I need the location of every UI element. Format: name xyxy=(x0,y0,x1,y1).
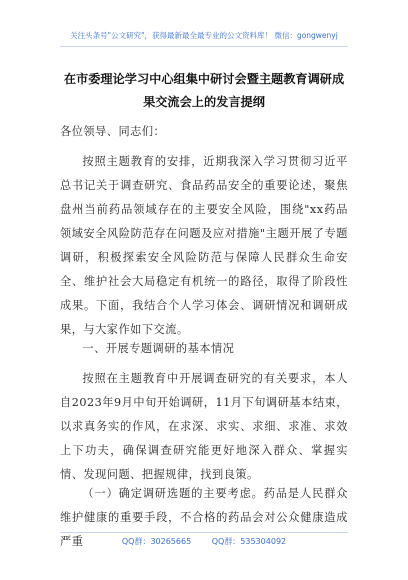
footer-divider xyxy=(60,532,348,533)
footer xyxy=(0,536,408,547)
paragraph-topic-selection: （一）确定调研选题的主要考虑。药品是人民群众维护健康的重要手段，不合格的药品会对公众健康造成严重 xyxy=(60,487,348,548)
footer-qq-group-1: QQ群：30265665 xyxy=(121,537,192,546)
footer-qq-group-2: QQ群：535304092 xyxy=(211,537,287,546)
paragraph-research-overview: 按照在主题教育中开展调查研究的有关要求，本人自2023年9月中旬开始调研，11月下旬调研基本结束，以求真务实的作风，在求深、求实、求细、求准、求效上下功夫，确保调查研究能更好地深入群众、掌握实情、发现问题、把握规律，找到良策。 xyxy=(60,372,348,481)
paragraph-intro: 按照主题教育的安排，近期我深入学习贯彻习近平总书记关于调查研究、食品药品安全的重要论述，聚焦盘州当前药品领域存在的主要安全风险，围绕"xx药品领域安全风险防范存在问题及应对措施"主题开展了专题调研，积极探索安全风险防范与保障人民群众生命安全、维护社会大局稳定有机统一的路径，取得了阶段性成果。下面，我结合个人学习体会、调研情况和调研成果，与大家作如下交流。 xyxy=(60,155,348,336)
section-heading: 一、开展专题调研的基本情况 xyxy=(82,342,235,355)
salutation: 各位领导、同志们： xyxy=(60,125,166,138)
header-banner: 关注头条号"公文研究"，获得最新最全最专业的公文资料库！ 微信：gongwenyj xyxy=(70,31,338,40)
document-title: 在市委理论学习中心组集中研讨会暨主题教育调研成果交流会上的发言提纲 xyxy=(63,72,345,109)
header-divider xyxy=(60,46,348,47)
